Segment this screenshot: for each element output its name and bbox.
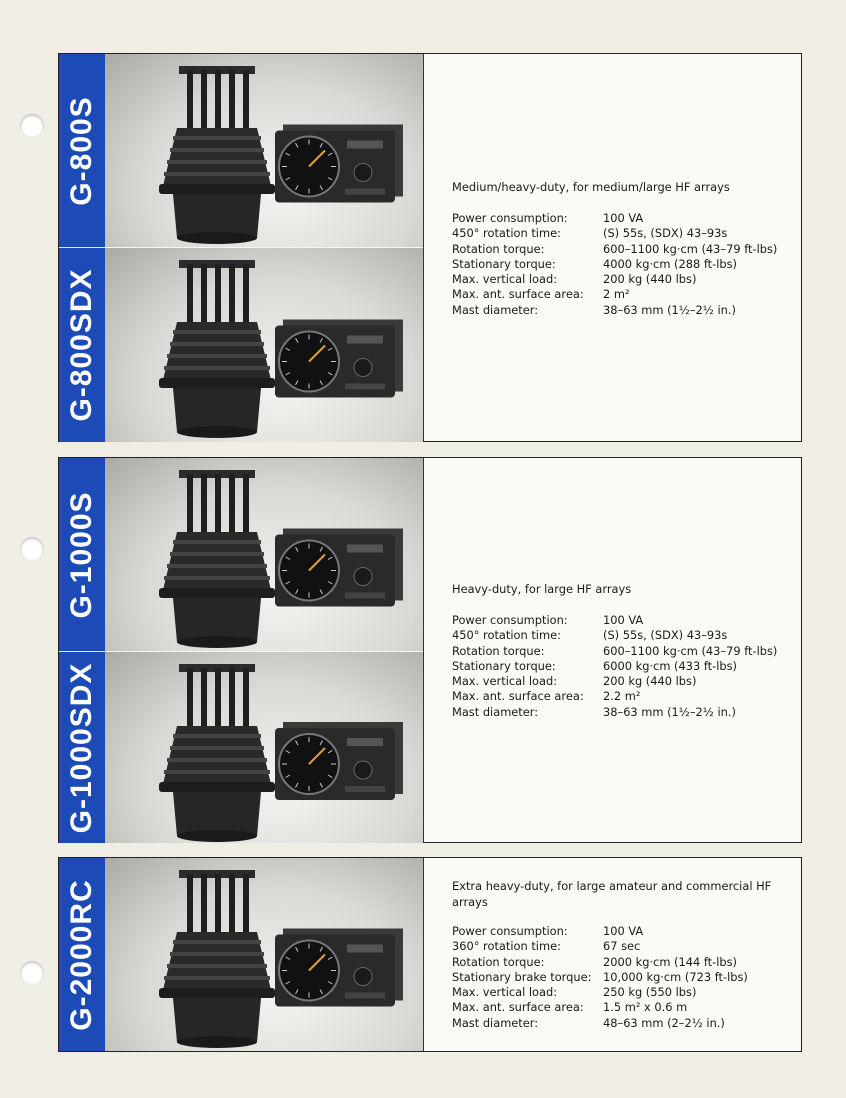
- spec-row: [452, 257, 781, 272]
- spec-value: 100 VA: [603, 924, 644, 938]
- spec-label: Max. ant. surface area:: [452, 287, 584, 302]
- spec-panel: [423, 458, 801, 842]
- spec-list: [452, 878, 781, 1031]
- spec-value: 250 kg (550 lbs): [603, 985, 697, 1000]
- model-tab: [59, 458, 105, 651]
- spec-label: Max. vertical load:: [452, 272, 558, 287]
- product-section-g2000: [58, 857, 802, 1052]
- product-section-g800: [58, 53, 802, 442]
- spec-label: 450° rotation time:: [452, 628, 561, 643]
- spec-panel: [423, 858, 801, 1051]
- spec-row: [452, 1016, 781, 1031]
- spec-row: [452, 211, 781, 226]
- product-photo: [105, 651, 423, 843]
- spec-panel: [423, 54, 801, 441]
- spec-value: 100 VA: [603, 613, 644, 627]
- model-label: G-800S: [65, 95, 98, 206]
- spec-row: [452, 674, 781, 689]
- spec-row: [452, 689, 781, 704]
- spec-value: 600–1100 kg·cm (43–79 ft-lbs): [603, 241, 778, 256]
- spec-label: Power consumption:: [452, 211, 568, 225]
- model-label: G-800SDX: [65, 268, 98, 422]
- rotator-photo: [159, 260, 275, 438]
- spec-value: 2.2 m²: [603, 689, 641, 704]
- spec-label: Mast diameter:: [452, 302, 539, 317]
- rotator-photo: [159, 470, 275, 648]
- spec-label: 450° rotation time:: [452, 226, 561, 241]
- spec-label: Stationary torque:: [452, 256, 556, 271]
- spec-value: 100 VA: [603, 211, 644, 225]
- spec-label: Mast diameter:: [452, 1015, 539, 1030]
- spec-label: Max. vertical load:: [452, 985, 558, 1000]
- controller-photo: [275, 722, 403, 800]
- spec-label: Mast diameter:: [452, 704, 539, 719]
- spec-description: Medium/heavy-duty, for medium/large HF arrays: [452, 180, 730, 194]
- spec-row: [452, 272, 781, 287]
- spec-label: Stationary torque:: [452, 658, 556, 673]
- spec-label: Max. vertical load:: [452, 674, 558, 689]
- punch-hole-icon: [20, 537, 44, 561]
- spec-row: [452, 287, 781, 302]
- spec-value: 38–63 mm (1½–2½ in.): [603, 302, 736, 317]
- spec-value: (S) 55s, (SDX) 43–93s: [603, 226, 728, 241]
- spec-value: 48–63 mm (2–2½ in.): [603, 1015, 725, 1030]
- spec-label: Rotation torque:: [452, 241, 545, 256]
- model-tab: [59, 651, 105, 843]
- product-photo: [105, 247, 423, 442]
- spec-row: [452, 628, 781, 643]
- product-photo: [105, 458, 423, 651]
- spec-description: Heavy-duty, for large HF arrays: [452, 582, 632, 596]
- spec-label: Power consumption:: [452, 613, 568, 627]
- model-label: G-1000S: [65, 490, 98, 619]
- spec-row: [452, 659, 781, 674]
- spec-value: 67 sec: [603, 939, 641, 954]
- spec-label: 360° rotation time:: [452, 939, 561, 954]
- controller-photo: [275, 320, 403, 398]
- controller-photo: [275, 125, 403, 203]
- spec-label: Max. ant. surface area:: [452, 689, 584, 704]
- spec-value: 10,000 kg·cm (723 ft-lbs): [603, 969, 748, 984]
- product-section-g1000: [58, 457, 802, 843]
- spec-value: 600–1100 kg·cm (43–79 ft-lbs): [603, 643, 778, 658]
- spec-label: Stationary brake torque:: [452, 969, 592, 984]
- spec-label: Rotation torque:: [452, 643, 545, 658]
- model-label: G-2000RC: [65, 878, 98, 1031]
- spec-row: [452, 1000, 781, 1015]
- model-label: G-1000SDX: [65, 662, 98, 833]
- model-tab: [59, 247, 105, 442]
- spec-list: [452, 581, 781, 720]
- spec-value: 2 m²: [603, 287, 630, 302]
- controller-photo: [275, 929, 403, 1007]
- spec-value: 2000 kg·cm (144 ft-lbs): [603, 954, 738, 969]
- punch-hole-icon: [20, 961, 44, 985]
- spec-row: [452, 985, 781, 1000]
- spec-row: [452, 613, 781, 628]
- spec-row: [452, 242, 781, 257]
- spec-label: Rotation torque:: [452, 954, 545, 969]
- spec-value: 38–63 mm (1½–2½ in.): [603, 704, 736, 719]
- punch-hole-icon: [20, 114, 44, 138]
- spec-value: 4000 kg·cm (288 ft-lbs): [603, 256, 738, 271]
- model-tab: [59, 54, 105, 247]
- spec-row: [452, 303, 781, 318]
- product-photo: [105, 858, 423, 1051]
- spec-value: 6000 kg·cm (433 ft-lbs): [603, 658, 738, 673]
- spec-description: Extra heavy-duty, for large amateur and commercial HF arrays: [452, 879, 772, 909]
- spec-label: Max. ant. surface area:: [452, 1000, 584, 1015]
- spec-row: [452, 955, 781, 970]
- spec-row: [452, 939, 781, 954]
- rotator-photo: [159, 870, 275, 1048]
- spec-value: 200 kg (440 lbs): [603, 272, 697, 287]
- rotator-photo: [159, 66, 275, 244]
- spec-row: [452, 970, 781, 985]
- model-tab: [59, 858, 105, 1051]
- spec-row: [452, 924, 781, 939]
- spec-row: [452, 644, 781, 659]
- rotator-photo: [159, 664, 275, 842]
- controller-photo: [275, 529, 403, 607]
- spec-row: [452, 226, 781, 241]
- spec-row: [452, 705, 781, 720]
- spec-label: Power consumption:: [452, 924, 568, 938]
- spec-value: 1.5 m² x 0.6 m: [603, 1000, 688, 1015]
- product-photo: [105, 54, 423, 247]
- spec-list: [452, 179, 781, 318]
- spec-value: (S) 55s, (SDX) 43–93s: [603, 628, 728, 643]
- spec-value: 200 kg (440 lbs): [603, 674, 697, 689]
